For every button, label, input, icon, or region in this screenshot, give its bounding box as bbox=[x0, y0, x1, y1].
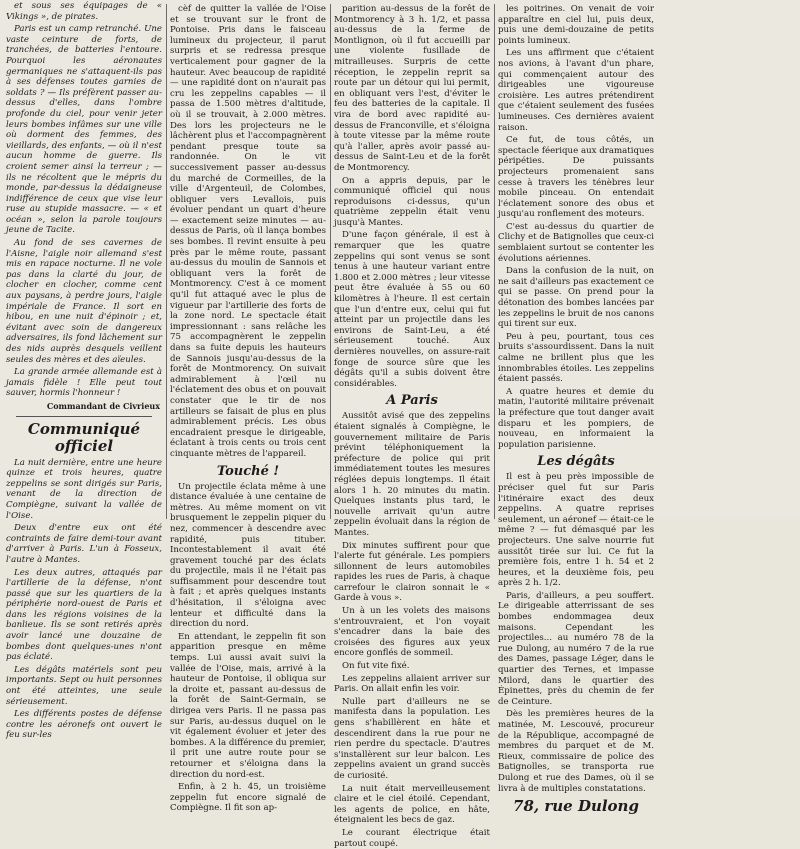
paragraph: Dix minutes suffirent pour que l'alerte fut générale. Les pompiers sillonnent de leurs automobiles rapides les rues de Paris, à chaque carrefour le clairon sonnait le « Garde à vous ». bbox=[334, 540, 490, 604]
section-heading: Touché ! bbox=[216, 463, 280, 479]
divider bbox=[16, 416, 152, 417]
paragraph: Les dégâts matériels sont peu importants. Sept ou huit personnes ont été atteintes, une seule sérieusement. bbox=[6, 664, 162, 707]
section-heading: 78, rue Dulong bbox=[513, 797, 639, 816]
paragraph: Un à un les volets des maisons s'entrouvraient, et l'on voyait s'encadrer dans la baie des croisées des figures aux yeux encore gonflés de sommeil. bbox=[334, 606, 490, 659]
paragraph: Au fond de ses cavernes de l'Aisne, l'aigle noir allemand s'est mis en rapace nocturne. Il ne vole pas dans la clarté du jour, de clocher en clocher, comme cent aux paysans, à perdre jours, l'aigle impériale de France. Il sort en hibou, en une nuit d'épinoir ; et, évitant avec soin de dangereux adversaires, ils fond lâchement sur des nids auprès desquels veillent seules des mères et des aïeules. bbox=[6, 238, 162, 365]
paragraph: Les uns affirment que c'étaient nos avions, à l'avant d'un phare, qui commençaient autour des dirigeables une vigoureuse croisière. Les autres prétendirent que c'étaient seulement des fusées lumineuses. Ces dernières avaient raison. bbox=[498, 48, 654, 133]
paragraph: Paris est un camp retranché. Une vaste ceinture de forts, de tranchées, de batteries l'entoure. Pourquoi les aéronautes germaniques ne s'attaquent-ils pas à ses défenses toutes garnies de soldats ? — Ils préfèrent passer au-dessus d'elles, dans l'ombre profonde du ciel, pour venir jeter leurs bombes infâmes sur une ville où dorment des femmes, des vieillards, des enfants, — où il n'est aucun homme de guerre. Ils croient semer ainsi la terreur ; — ils ne récoltent que le mépris du monde, par-dessus la dédaigneuse indifférence de ceux que vise leur ruse au stupide massacre. — « et océan », selon la parole toujours jeune de Tacite. bbox=[6, 24, 162, 236]
column-rule bbox=[494, 4, 495, 519]
paragraph: La nuit dernière, entre une heure quinze et trois heures, quatre zeppelins se sont dirigés sur Paris, venant de la direction de Compiègne, suivant la vallée de l'Oise. bbox=[6, 457, 162, 521]
column-rule bbox=[330, 4, 331, 519]
paragraph: parition au-dessus de la forêt de Montmorency à 3 h. 1/2, et passa au-dessus de la ferme de Montlignon, où il fut accueilli par une violente fusillade de mitrailleuses. Surpris de cette réception, le zeppelin reprit sa route par un détour qui lui permit, en obliquant vers l'est, d'éviter le feu des batteries de la capitale. Il vira de bord avec rapidité au-dessus de Franconville, et s'éloigna à toute vitesse par la même route qu'à l'aller, après avoir passé au-dessus de Saint-Leu et de la forêt de Montmorency. bbox=[334, 4, 490, 173]
paragraph: En attendant, le zeppelin fit son apparition presque en même temps. Lui aussi avait suivi la vallée de l'Oise, mais, arrivé à la hauteur de Pontoise, il obliqua sur la droite et, passant au-dessus de la forêt de Saint-Germain, se dirigea vers Paris. Il ne passa pas sur Paris, au-dessus duquel on le vit également évoluer et jeter des bombes. A la différence du premier, il prit une autre route pour se retourner et s'éloigna dans la direction du nord-est. bbox=[170, 631, 326, 780]
paragraph: Ce fut, de tous côtés, un spectacle féerique aux dramatiques péripéties. De puissants projecteurs promenaient sans cesse à travers les ténèbres leur mobile pinceau. On entendait l'éclatement sonore des obus et jusqu'au ronflement des moteurs. bbox=[498, 135, 654, 220]
paragraph: On a appris depuis, par le communiqué officiel qui nous reproduisons ci-dessus, qu'un quatrième zeppelin était venu jusqu'à Mantes. bbox=[334, 175, 490, 228]
column-2 bbox=[170, 4, 326, 814]
paragraph: Dans la confusion de la nuit, on ne sait d'ailleurs pas exactement ce qui se passe. On prend pour la détonation des bombes lancées par les zeppelins le bruit de nos canons qui tirent sur eux. bbox=[498, 266, 654, 330]
paragraph: A quatre heures et demie du matin, l'autorité militaire prévenait la préfecture que tout danger avait disparu et les pompiers, de nouveau, en informaient la population parisienne. bbox=[498, 386, 654, 450]
paragraph: les poitrines. On venait de voir apparaître en ciel lui, puis deux, puis une demi-douzaine de petits points lumineux. bbox=[498, 4, 654, 46]
paragraph: Nulle part d'ailleurs ne se manifesta dans la population. Les gens s'habillèrent en hâte et descendirent dans la rue pour ne rien perdre du spectacle. D'autres s'installèrent sur leur balcon. Les zeppelins avaient un grand succès de curiosité. bbox=[334, 696, 490, 781]
paragraph: Enfin, à 2 h. 45, un troisième zeppelin fut encore signalé de Compiègne. Il fit son ap- bbox=[170, 782, 326, 814]
paragraph: Paris, d'ailleurs, a peu souffert. Le dirigeable atterrissant de ses bombes endommagea deux maisons. Cependant les projectiles... au numéro 78 de la rue Dulong, au numéro 7 de la rue des Dames, passage Léger, dans le quartier des Ternes, et impasse Milord, dans le quartier des Épinettes, près du chemin de fer de Ceinture. bbox=[498, 590, 654, 707]
column-1 bbox=[6, 1, 162, 741]
paragraph: Les différents postes de défense contre les aéronefs ont ouvert le feu sur-les bbox=[6, 709, 162, 741]
paragraph: Un projectile éclata même à une distance évaluée à une centaine de mètres. Au même moment on vit brusquement le zeppelin piquer du nez, commencer à descendre avec rapidité, puis tituber. Incontestablement il avait été gravement touché par des éclats du projectile, mais il ne l'était pas suffisamment pour descendre tout à fait ; et après quelques instants d'hésitation, il s'éloigna avec lenteur et difficulté dans la direction du nord. bbox=[170, 481, 326, 630]
paragraph: Peu à peu, pourtant, tous ces bruits s'assourdissent. Dans la nuit calme ne brillent plus que les innombrables étoiles. Les zeppelins étaient passés. bbox=[498, 331, 654, 385]
paragraph: cèf de quitter la vallée de l'Oise et se trouvant sur le front de Pontoise. Pris dans le faisceau lumineux du projecteur, il parut surpris et se redressa presque verticalement pour gagner de la hauteur. Avec beaucoup de rapidité — une rapidité dont on n'aurait pas cru les zeppelins capables — il passa de 1.500 mètres d'altitude, où il se trouvait, à 2.000 mètres. Des lors les projecteurs ne le lâchèrent plus et l'accompagnèrent pendant presque toute sa randonnée. On le vit successivement passer au-dessus du marché de Cormeilles, de la ville d'Argenteuil, de Colombes, obliquer vers Levallois, puis évoluer pendant un quart d'heure — exactement seize minutes — au-dessus de Paris, où il lança bombes ses bombes. Il revint ensuite à peu près par le même route, passant au-dessus du moulin de Sannois et obliquant vers la forêt de Montmorency. C'est à ce moment qu'il fut attaqué avec le plus de vigueur par l'artillerie des forts de la zone nord. Le spectacle était impressionnant : sans relâche les 75 accompagnèrent le zeppelin dans sa fuite depuis les hauteurs de Sannois jusqu'au-dessus de la forêt de Montmorency. On suivait admirablement à l'œil nu l'éclatement des obus et on pouvait constater que le tir de nos artilleurs se faisait de plus en plus admirablement précis. Les obus encadraient presque le dirigeable, éclatant à trois cents ou trois cent cinquante mètres de l'appareil. bbox=[170, 4, 326, 459]
section-heading: Communiqué officiel bbox=[27, 419, 141, 455]
paragraph: Les deux autres, attaqués par l'artillerie de la défense, n'ont passé que sur les quartiers de la périphérie nord-ouest de Paris et dans les régions voisines de la banlieue. Ils se sont retirés après avoir lancé une douzaine de bombes dont quelques-unes n'ont pas éclaté. bbox=[6, 567, 162, 663]
paragraph: Dès les premières heures de la matinée, M. Lescouvé, procureur de la République, accompagné de membres du parquet et de M. Rieux, commissaire de police des Batignolles, se transporta rue Dulong et rue des Dames, où il se livra à de multiples constatations. bbox=[498, 709, 654, 794]
section-heading: Les dégâts bbox=[537, 454, 615, 470]
paragraph: Les zeppelins allaient arriver sur Paris. On allait enfin les voir. bbox=[334, 673, 490, 695]
paragraph: Aussitôt avisé que des zeppelins étaient signalés à Compiègne, le gouvernement militaire de Paris prévint téléphoniquement la préfecture de police qui prit immédiatement toutes les mesures réglées depuis longtemps. Il était alors 1 h. 20 minutes du matin. Quelques instants plus tard, le nouvelle arrivait qu'un autre zeppelin évoluait dans la région de Mantes. bbox=[334, 411, 490, 538]
paragraph: Il est à peu près impossible de préciser quel fut sur Paris l'itinéraire exact des deux zeppelins. A quatre reprises seulement, un aéronef — était-ce le même ? — fut démasqué par les projecteurs. Une salve nourrie fut aussitôt tirée sur lui. Ce fut la première fois, entre 1 h. 54 et 2 heures, et la deuxième fois, peu après 2 h. 1/2. bbox=[498, 472, 654, 589]
signature: Commandant de Civrieux bbox=[46, 400, 160, 411]
paragraph: D'une façon générale, il est à remarquer que les quatre zeppelins qui sont venus se sont tenus à une hauteur variant entre 1.800 et 2.000 mètres ; leur vitesse peut être évaluée à 55 ou 60 kilomètres à l'heure. Il est certain que l'un d'entre eux, celui qui fut atteint par un projectile dans les environs de Saint-Leu, a été sérieusement touché. Aux dernières nouvelles, on assure-rait fonge de source sûre que les dégâts qu'il a subis doivent être considérables. bbox=[334, 230, 490, 389]
paragraph: et sous ses équipages de « Vikings », de pirates. bbox=[6, 1, 162, 22]
column-4 bbox=[498, 4, 654, 816]
column-rule bbox=[166, 4, 167, 519]
paragraph: La nuit était merveilleusement claire et le ciel étoilé. Cependant, les agents de police, en hâte, éteignaient les becs de gaz. bbox=[334, 783, 490, 826]
paragraph: On fut vite fixé. bbox=[342, 661, 410, 672]
section-heading: A Paris bbox=[386, 393, 438, 409]
paragraph: Deux d'entre eux ont été contraints de faire demi-tour avant d'arriver à Paris. L'un à Fosseux, l'autre à Mantes. bbox=[6, 523, 162, 565]
paragraph: Le courant électrique était partout coupé. bbox=[334, 827, 490, 849]
column-3 bbox=[334, 4, 490, 849]
paragraph: C'est au-dessus du quartier de Clichy et de Batignolles que ceux-ci semblaient surtout se contenter les évolutions aériennes. bbox=[498, 221, 654, 264]
paragraph: La grande armée allemande est à jamais fidèle ! Elle peut tout sauver, hormis l'honneur ! bbox=[6, 367, 162, 399]
